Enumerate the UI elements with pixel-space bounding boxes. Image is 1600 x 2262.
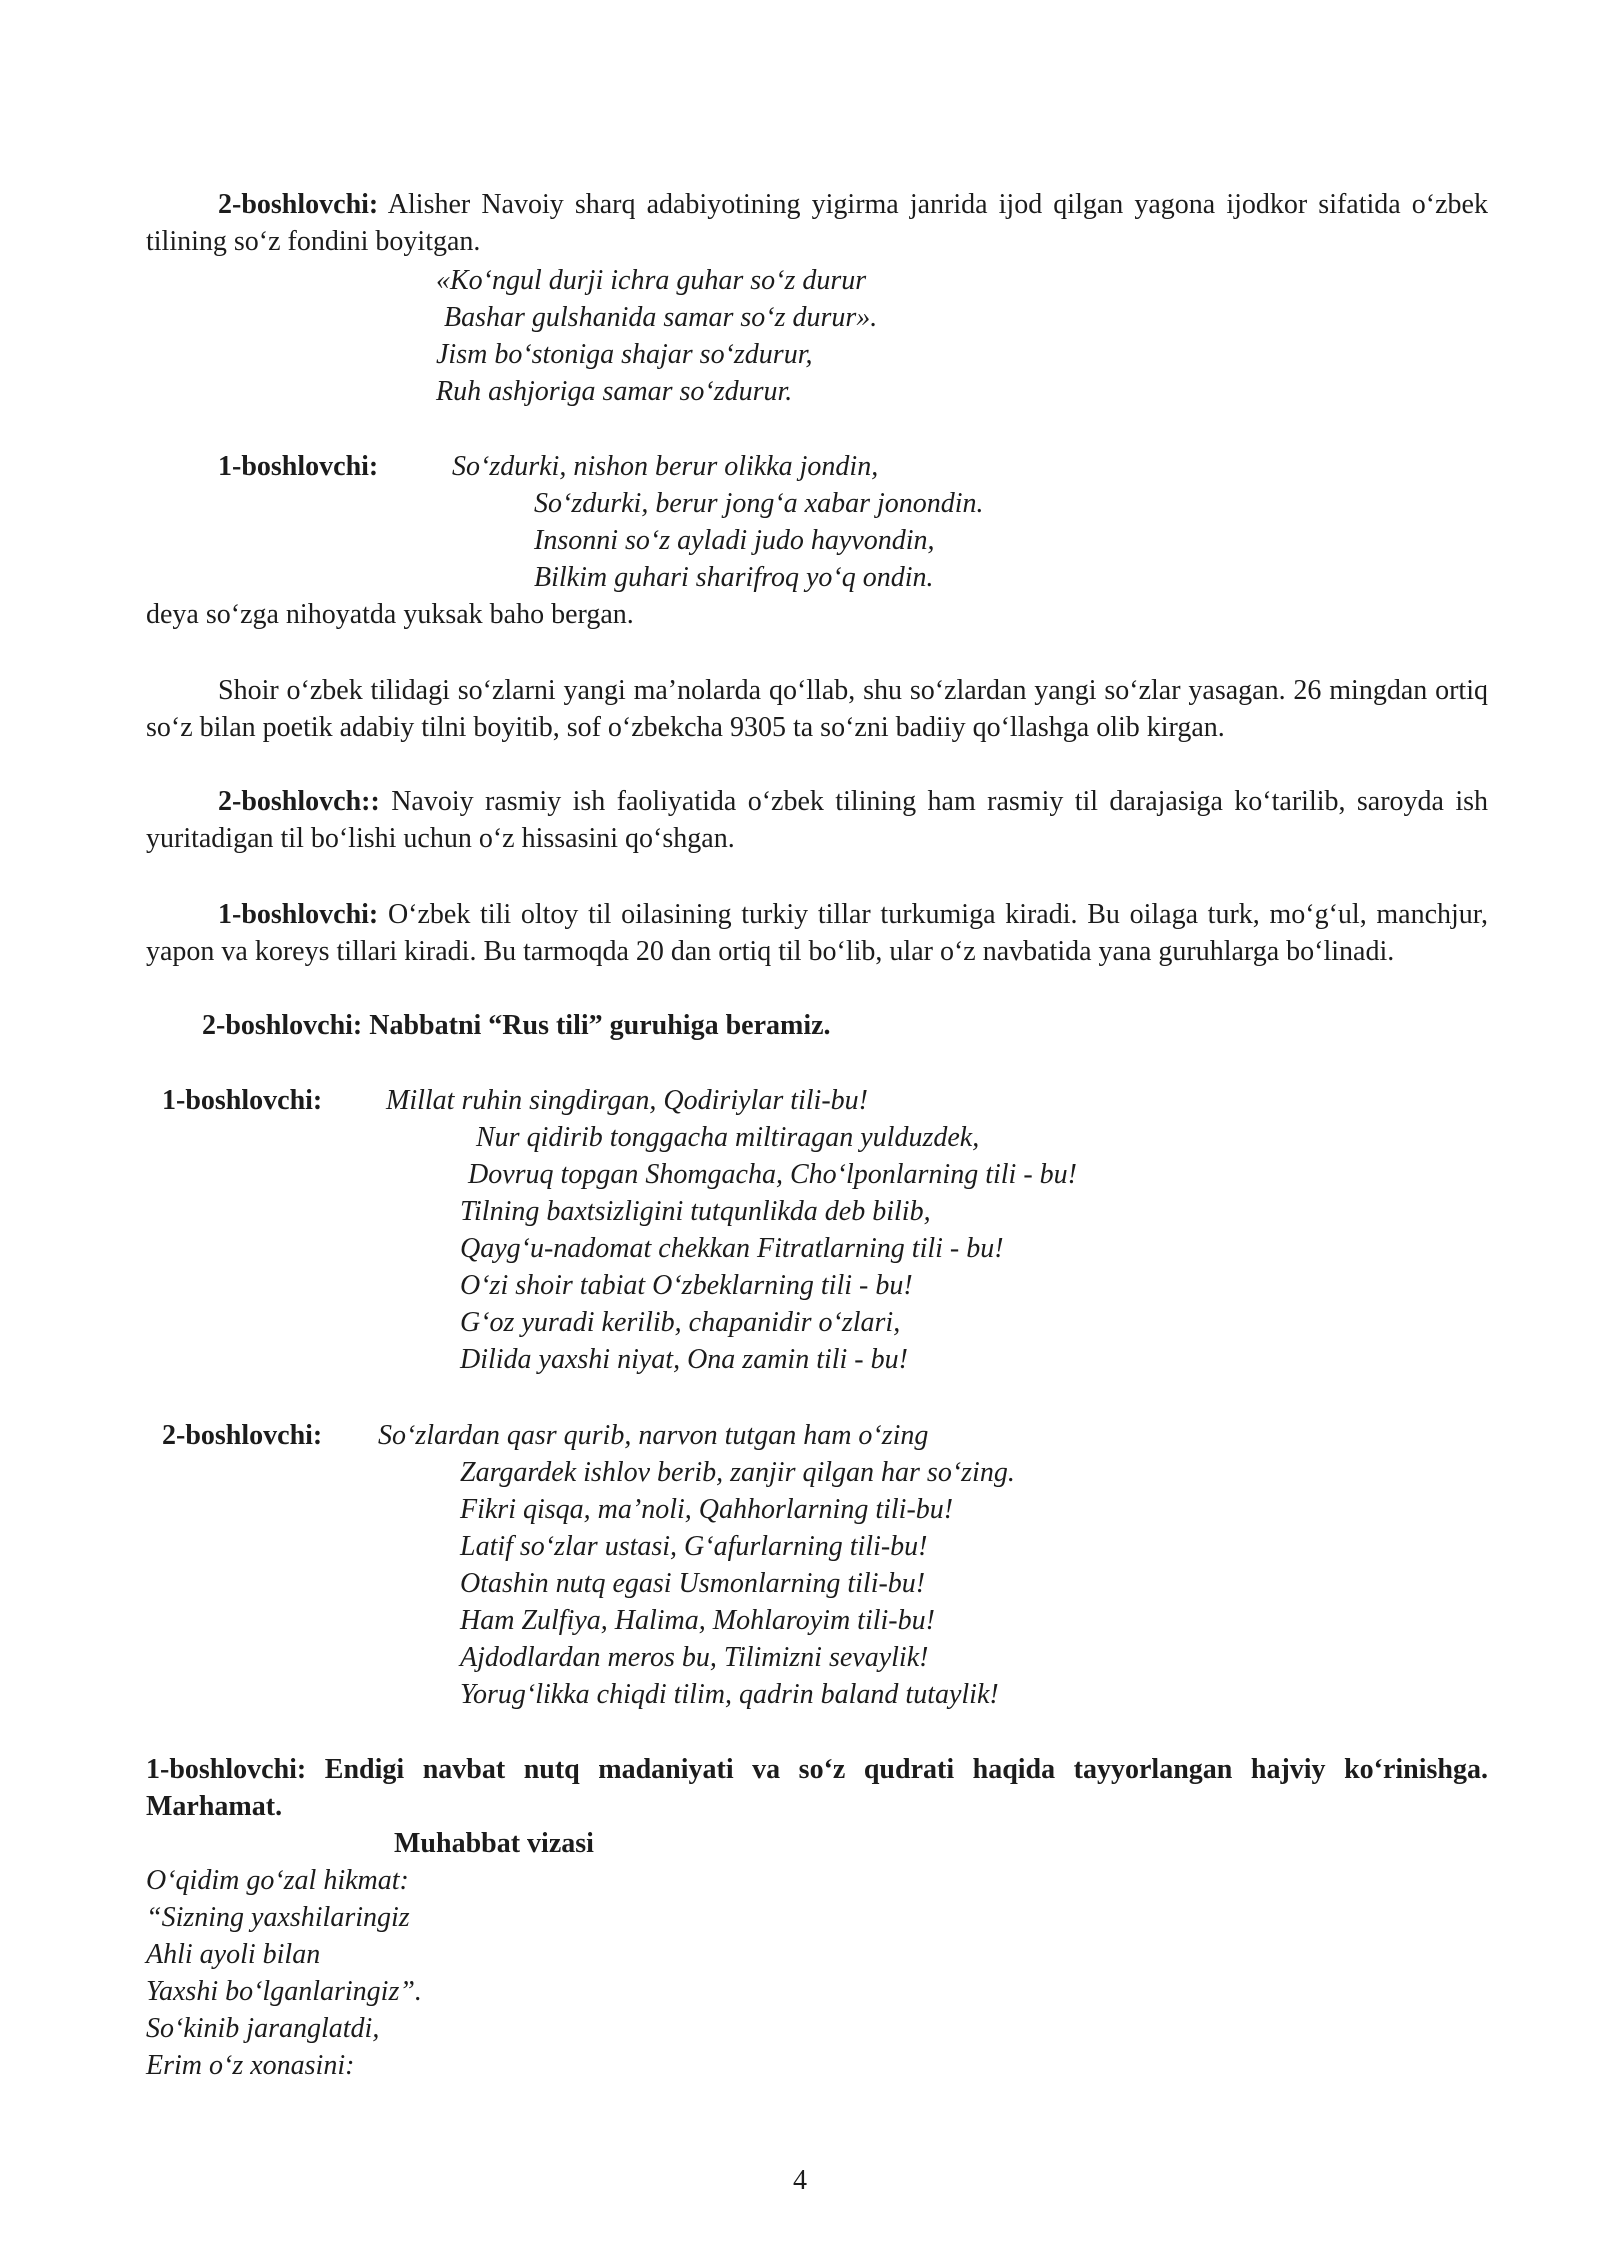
speaker-label: 2-boshlovchi: [162,1420,323,1451]
skit-line: “Sizning yaxshilaringiz [146,1902,410,1933]
skit-line: Ahli ayoli bilan [146,1939,321,1970]
verse-line: Nur qidirib tonggacha miltiragan yulduzdek, [476,1122,980,1153]
skit-title: Muhabbat vizasi [394,1828,594,1859]
verse-line: Dilida yaxshi niyat, Ona zamin tili - bu! [460,1344,908,1375]
paragraph-next-group: 2-boshlovchi: Nabbatni “Rus tili” guruhiga beramiz. [202,1010,831,1041]
verse-line: Tilning baxtsizligini tutqunlikda deb bilib, [460,1196,931,1227]
paragraph-text: Navoiy rasmiy ish faoliyatida o‘zbek tilining ham rasmiy til darajasiga ko‘tarilib, saroyda ish yuritadigan til bo‘lishi uchun o‘z hissasini qo‘shgan. [146,786,1489,854]
verse-line: «Ko‘ngul durji ichra guhar so‘z durur [436,265,867,296]
speaker-label: 1-boshlovchi: [218,899,379,930]
verse-line: Insonni so‘z ayladi judo hayvondin, [534,525,935,556]
speaker-label: 2-boshlovchi: [218,189,379,220]
speaker-label: 1-boshlovchi: [162,1085,323,1116]
paragraph-poet-words: Shoir o‘zbek tilidagi so‘zlarni yangi ma’nolarda qo‘llab, shu so‘zlardan yangi so‘zlar yasagan. 26 mingdan ortiq so‘z bilan poetik adabiy tilni boyitib, sof o‘zbekcha 9305 ta so‘zni badiiy qo‘llashga olib kirgan. [146,675,1488,743]
verse-line: Ajdodlardan meros bu, Tilimizni sevaylik! [460,1642,929,1673]
verse-line: Jism bo‘stoniga shajar so‘zdurur, [436,339,813,370]
speaker-label: 1-boshlovchi: [218,451,379,482]
verse-line: Ruh ashjoriga samar so‘zdurur. [436,376,793,407]
verse-line: Ham Zulfiya, Halima, Mohlaroyim tili-bu! [460,1605,935,1636]
paragraph-text: O‘zbek tili oltoy til oilasining turkiy tillar turkumiga kiradi. Bu oilaga turk, mo‘g‘ul, manchjur, yapon va koreys tillari kiradi. Bu tarmoqda 20 dan ortiq til bo‘lib, ular o‘z navbatida yana guruhlarga bo‘linadi. [146,899,1489,967]
verse-line: G‘oz yuradi kerilib, chapanidir o‘zlari, [460,1307,901,1338]
verse-line: Fikri qisqa, ma’noli, Qahhorlarning tili-bu! [460,1494,954,1525]
paragraph-skit-intro: 1-boshlovchi: Endigi navbat nutq madaniyati va so‘z qudrati haqida tayyorlangan hajviy ko‘rinishga. Marhamat. [146,1754,1488,1822]
verse-tail-text: deya so‘zga nihoyatda yuksak baho bergan. [146,599,634,630]
verse-line: Millat ruhin singdirgan, Qodiriylar tili-bu! [386,1085,868,1116]
page-number: 4 [793,2165,807,2196]
paragraph-language-family [146,896,1488,970]
verse-line: Bashar gulshanida samar so‘z durur». [444,302,878,333]
paragraph-official-language [146,783,1488,857]
verse-line: Otashin nutq egasi Usmonlarning tili-bu! [460,1568,926,1599]
verse-line: O‘zi shoir tabiat O‘zbeklarning tili - bu! [460,1270,913,1301]
verse-line: Zargardek ishlov berib, zanjir qilgan har so‘zing. [460,1457,1015,1488]
verse-line: Yorug‘likka chiqdi tilim, qadrin baland tutaylik! [460,1679,999,1710]
skit-line: O‘qidim go‘zal hikmat: [146,1865,409,1896]
verse-line: Dovruq topgan Shomgacha, Cho‘lponlarning tili - bu! [468,1159,1077,1190]
verse-line: So‘zlardan qasr qurib, narvon tutgan ham o‘zing [378,1420,929,1451]
skit-line: Erim o‘z xonasini: [146,2050,355,2081]
verse-line: So‘zdurki, nishon berur olikka jondin, [452,451,879,482]
verse-line: Bilkim guhari sharifroq yo‘q ondin. [534,562,934,593]
verse-line: Latif so‘zlar ustasi, G‘afurlarning tili-bu! [460,1531,928,1562]
skit-line: So‘kinib jaranglatdi, [146,2013,380,2044]
paragraph-navoiy-intro [146,186,1488,260]
skit-line: Yaxshi bo‘lganlaringiz”. [146,1976,422,2007]
speaker-label: 2-boshlovch:: [218,786,380,817]
paragraph-text: Alisher Navoiy sharq adabiyotining yigirma janrida ijod qilgan yagona ijodkor sifatida o‘zbek tilining so‘z fondini boyitgan. [146,189,1488,257]
verse-line: So‘zdurki, berur jong‘a xabar jonondin. [534,488,984,519]
verse-line: Qayg‘u-nadomat chekkan Fitratlarning tili - bu! [460,1233,1004,1264]
